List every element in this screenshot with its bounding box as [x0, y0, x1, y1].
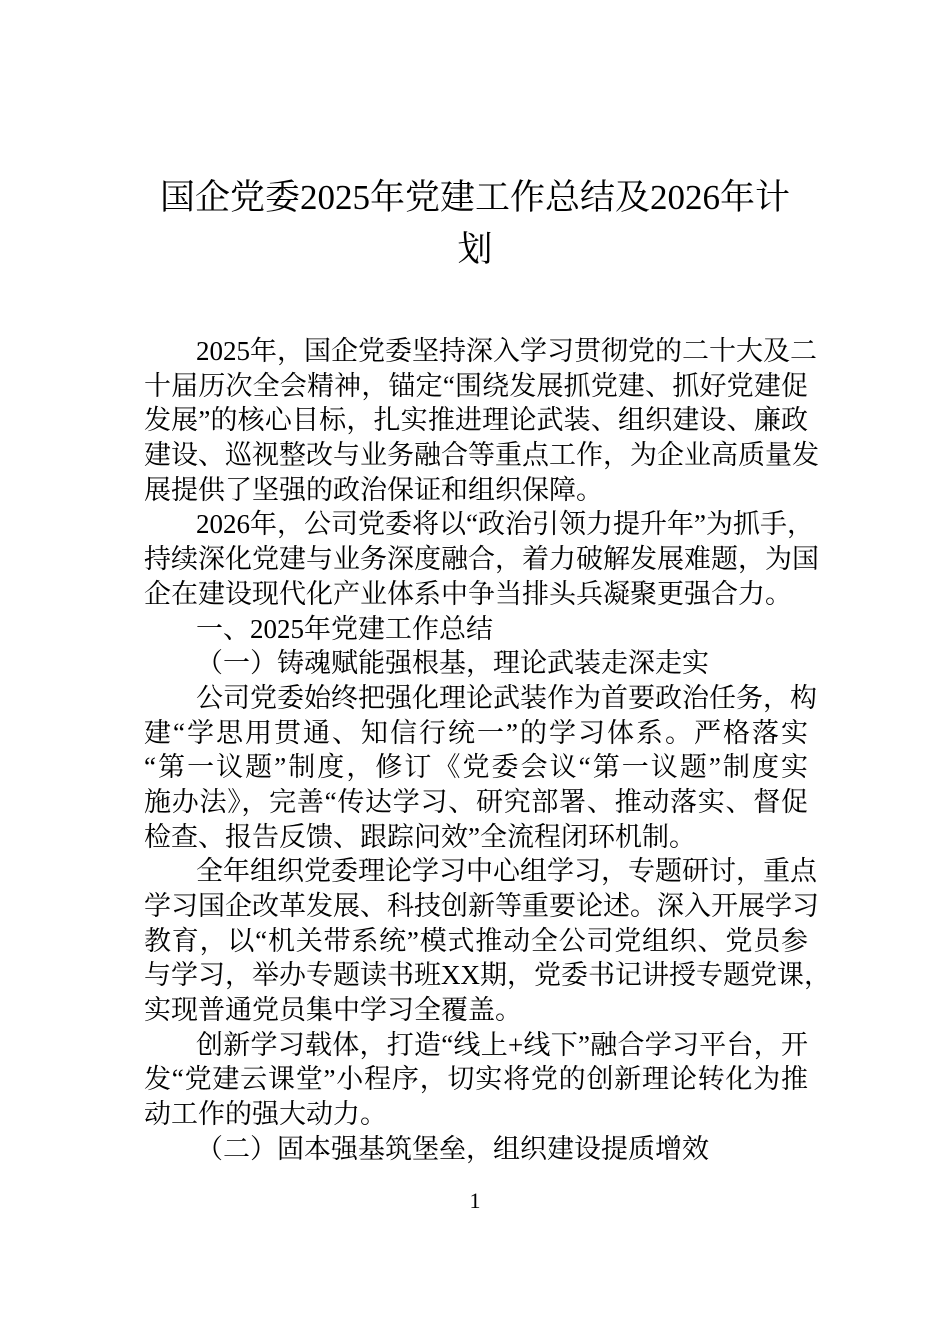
paragraph-line: 实现普通党员集中学习全覆盖。: [144, 995, 522, 1026]
document-title: [120, 172, 830, 276]
page-number: 1: [469, 1188, 481, 1213]
paragraph-line: 公司党委始终把强化理论武装作为首要政治任务，构: [196, 682, 817, 713]
title-line-2: 划: [457, 230, 493, 269]
paragraph-line: 建设、巡视整改与业务融合等重点工作，为企业高质量发: [144, 440, 819, 471]
paragraph: [144, 1028, 808, 1132]
paragraph-line: 十届历次全会精神，锚定“围绕发展抓党建、抓好党建促: [144, 370, 808, 401]
paragraph: [144, 334, 819, 507]
paragraph: [144, 507, 819, 611]
paragraph-line: （二）固本强基筑堡垒，组织建设提质增效: [196, 1133, 709, 1164]
paragraph-line: 2026年，公司党委将以“政治引领力提升年”为抓手，: [196, 509, 814, 540]
paragraph-line: 建“学思用贯通、知信行统一”的学习体系。严格落实: [144, 717, 808, 748]
paragraph-line: 企在建设现代化产业体系中争当排头兵凝聚更强合力。: [144, 578, 792, 609]
paragraph-line: 动工作的强大动力。: [144, 1099, 387, 1130]
title-line-1: 国企党委2025年党建工作总结及2026年计: [159, 178, 790, 217]
paragraph-line: 发展”的核心目标，扎实推进理论武装、组织建设、廉政: [144, 405, 808, 436]
paragraph: [144, 854, 831, 1027]
paragraph-line: 与学习，举办专题读书班XX期，党委书记讲授专题党课，: [144, 960, 831, 991]
paragraph-line: 检查、报告反馈、跟踪问效”全流程闭环机制。: [144, 821, 696, 852]
paragraph: [144, 646, 808, 681]
paragraph-line: 2025年，国企党委坚持深入学习贯彻党的二十大及二: [196, 336, 817, 366]
paragraph-line: （一）铸魂赋能强根基，理论武装走深走实: [196, 648, 709, 679]
paragraph-line: 教育，以“机关带系统”模式推动全公司党组织、党员参: [144, 925, 808, 956]
paragraph-line: 学习国企改革发展、科技创新等重要论述。深入开展学习: [144, 891, 819, 921]
paragraph: [144, 681, 817, 854]
paragraph-line: 全年组织党委理论学习中心组学习，专题研讨，重点: [196, 856, 817, 887]
paragraph-line: 一、2025年党建工作总结: [196, 613, 493, 644]
document-body: [144, 334, 831, 1167]
paragraph-line: 施办法》，完善“传达学习、研究部署、推动落实、督促: [144, 786, 808, 817]
paragraph-line: 发“党建云课堂”小程序，切实将党的创新理论转化为推: [144, 1064, 808, 1095]
paragraph-line: 展提供了坚强的政治保证和组织保障。: [144, 474, 603, 505]
paragraph-line: “第一议题”制度，修订《党委会议“第一议题”制度实: [144, 752, 808, 783]
paragraph-line: 持续深化党建与业务深度融合，着力破解发展难题，为国: [144, 544, 819, 575]
paragraph: [144, 1132, 808, 1167]
paragraph: [144, 612, 808, 647]
paragraph-line: 创新学习载体，打造“线上+线下”融合学习平台，开: [196, 1029, 808, 1060]
